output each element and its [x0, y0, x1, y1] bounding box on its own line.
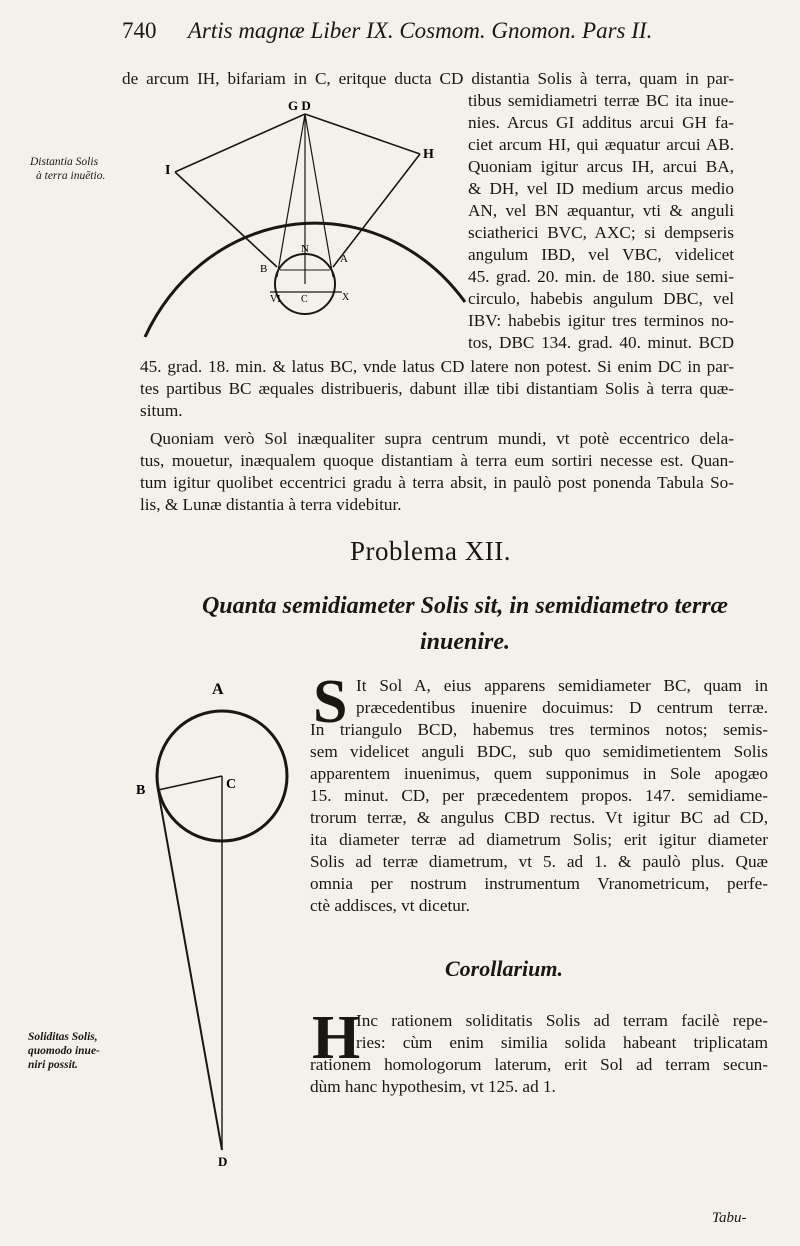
section1-paragraph2: Quoniam verò Sol inæqualiter supra centrum mundi, vt potè eccentrico dela- tus, mouetur, inæqualem quoque distantiam à terra eum sortiri necesse est. Quan- tum igitur quolibet eccentrici gradu à terra absit, in paulò post ponenda Tabula So- lis, & Lunæ distantia à terra videbitur. [140, 429, 734, 514]
fig1-label-H: H [423, 147, 434, 162]
problem-dropcap: S [313, 668, 348, 736]
fig1-label-X: X [342, 292, 350, 303]
running-head [122, 18, 732, 44]
problem-text-indented: It Sol A, eius apparens semidiameter BC, quam in præcedentibus inuenire docuimus: D centrum terræ. [356, 676, 768, 717]
fig1-label-V: VI [270, 294, 281, 305]
problem-subtitle: Quanta semidiameter Solis sit, in semidiametro terræ inuenire. [201, 593, 729, 655]
fig2-label-A: A [212, 681, 224, 698]
fig1-label-B: B [260, 263, 268, 275]
fig2-label-C: C [226, 777, 237, 792]
margin-note-distantia: Distantia Solis à terra inuētio. [30, 156, 106, 182]
section1-right-column: tibus semidiametri terræ BC ita inue- nies. Arcus GI additus arcui GH fa- ciet arcum HI, qui æquatur arcui AB. Quoniam igitur arcus IH, arcui BA, & DH, vel ID medium arcus medio AN, vel BN æquantur, vti & anguli sciatherici BVC, AXC; si dempseris angulum IBD, vel VBC, videlicet 45. grad. 20. min. de 180. siue semi- circulo, habebis angulum DBC, vel IBV: habebis igitur tres terminos no- tos, DBC 134. grad. 40. minut. BCD [468, 91, 734, 352]
fig2-label-D: D [218, 1154, 228, 1169]
figure-sun-semidiameter-diagram [130, 680, 310, 1170]
figure-solar-distance-diagram [120, 92, 480, 352]
corollary-text-indented: Inc rationem soliditatis Solis ad terram facilè repe- ries: cùm enim similia solida habeant triplicatam [356, 1011, 768, 1052]
section1-first-line: de arcum IH, bifariam in C, eritque ducta CD distantia Solis à terra, quam in par- [122, 69, 734, 88]
corollary-heading: Corollarium. [445, 956, 563, 981]
section1-continuation: 45. grad. 18. min. & latus BC, vnde latus CD latere non potest. Si enim DC in par- tes partibus BC æquales distribueris, dabunt illæ tibi distantiam Solis à terra quæ- situm. [140, 357, 734, 420]
fig1-label-A: A [340, 253, 348, 265]
fig1-label-C: C [301, 294, 308, 305]
problem-text-body: In triangulo BCD, habemus tres terminos notos; semis- sem videlicet anguli BDC, sub quo semidimetientem Solis apparentem inuenimus, quem supponimus in Sole apogæo 15. minut. CD, per præcedentem propos. 147. semidiame- trorum terræ, & angulus CBD rectus. Vt igitur BC ad CD, ita diameter terræ ad diametrum Solis; erit igitur diameter Solis ad terræ diametrum, vt 5. ad 1. & paulò plus. Quæ omnia per nostrum instrumentum Vranometricum, perfe- ctè addisces, vt dicetur. [310, 720, 768, 915]
corollary-text-body: rationem homologorum laterum, erit Sol ad terram secun- dùm hanc hypothesim, vt 125. ad 1. [310, 1055, 768, 1096]
fig1-label-GD: G D [288, 98, 311, 113]
problem-heading: Problema XII. [350, 536, 511, 566]
catchword: Tabu- [712, 1210, 747, 1226]
fig1-label-N: N [301, 243, 309, 255]
running-title: Artis magnæ Liber IX. Cosmom. Gnomon. Pars II. [187, 18, 653, 43]
fig2-label-B: B [136, 783, 146, 798]
fig1-label-I: I [165, 163, 171, 178]
page-number: 740 [122, 18, 157, 43]
corollary-dropcap: H [312, 1004, 361, 1072]
margin-note-soliditas: Soliditas Solis, quomodo inue- niri possit. [28, 1031, 100, 1071]
